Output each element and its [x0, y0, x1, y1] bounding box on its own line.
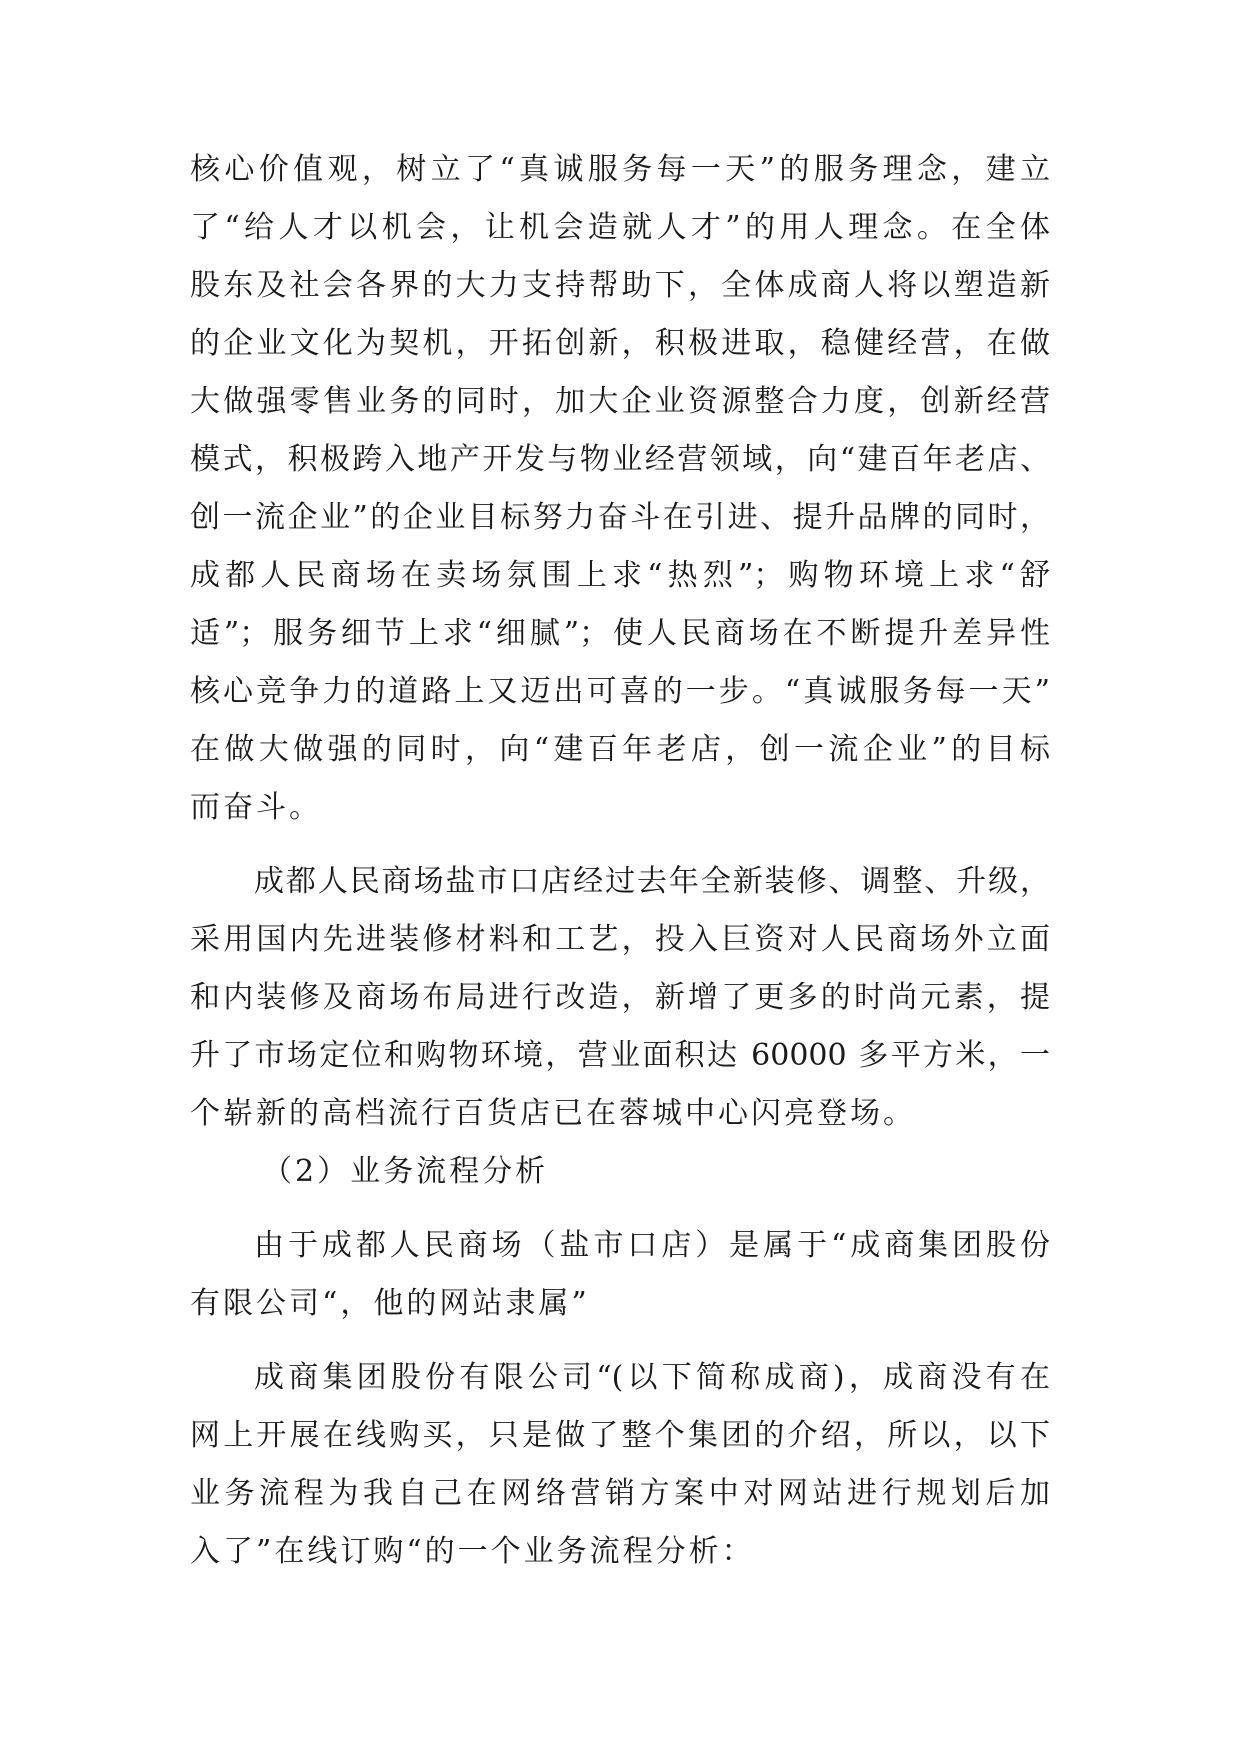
- section-heading: （2）业务流程分析: [262, 1154, 549, 1189]
- text-line: 业务流程为我自己在网络营销方案中对网站进行规划后加: [190, 1476, 1050, 1511]
- text-line: 个崭新的高档流行百货店已在蓉城中心闪亮登场。: [190, 1096, 916, 1131]
- text-line: 创一流企业”的企业目标努力奋斗在引进、提升品牌的同时，: [190, 500, 1050, 535]
- text-line: 网上开展在线购买，只是做了整个集团的介绍，所以，以下: [190, 1418, 1050, 1453]
- body-text: [190, 0, 1050, 1754]
- text-line: 模式，积极跨入地产开发与物业经营领域，向“建百年老店、: [190, 442, 1050, 477]
- text-line: 升了市场定位和购物环境，营业面积达 60000 多平方米，一: [190, 1038, 1050, 1073]
- text-line: 股东及社会各界的大力支持帮助下，全体成商人将以塑造新: [190, 268, 1050, 303]
- text-line: 和内装修及商场布局进行改造，新增了更多的时尚元素，提: [190, 980, 1050, 1015]
- text-line: 核心价值观，树立了“真诚服务每一天”的服务理念，建立: [190, 152, 1050, 187]
- text-line: 核心竞争力的道路上又迈出可喜的一步。“真诚服务每一天”: [190, 674, 1050, 709]
- text-line: 由于成都人民商场（盐市口店）是属于“成商集团股份: [254, 1228, 1050, 1263]
- text-line: 大做强零售业务的同时，加大企业资源整合力度，创新经营: [190, 384, 1050, 419]
- text-line: 的企业文化为契机，开拓创新，积极进取，稳健经营，在做: [190, 326, 1050, 361]
- text-line: 有限公司“，他的网站隶属”: [190, 1286, 590, 1321]
- text-line: 了“给人才以机会，让机会造就人才”的用人理念。在全体: [190, 210, 1050, 245]
- text-line: 适”；服务细节上求“细腻”；使人民商场在不断提升差异性: [190, 616, 1050, 651]
- text-line: 成都人民商场盐市口店经过去年全新装修、调整、升级，: [254, 864, 1050, 899]
- text-line: 入了”在线订购“的一个业务流程分析：: [190, 1534, 755, 1569]
- text-line: 而奋斗。: [190, 790, 322, 825]
- text-line: 在做大做强的同时，向“建百年老店，创一流企业”的目标: [190, 732, 1050, 767]
- text-line: 成都人民商场在卖场氛围上求“热烈”；购物环境上求“舒: [190, 558, 1050, 593]
- text-line: 采用国内先进装修材料和工艺，投入巨资对人民商场外立面: [190, 922, 1050, 957]
- text-line: 成商集团股份有限公司“(以下简称成商)，成商没有在: [254, 1360, 1050, 1395]
